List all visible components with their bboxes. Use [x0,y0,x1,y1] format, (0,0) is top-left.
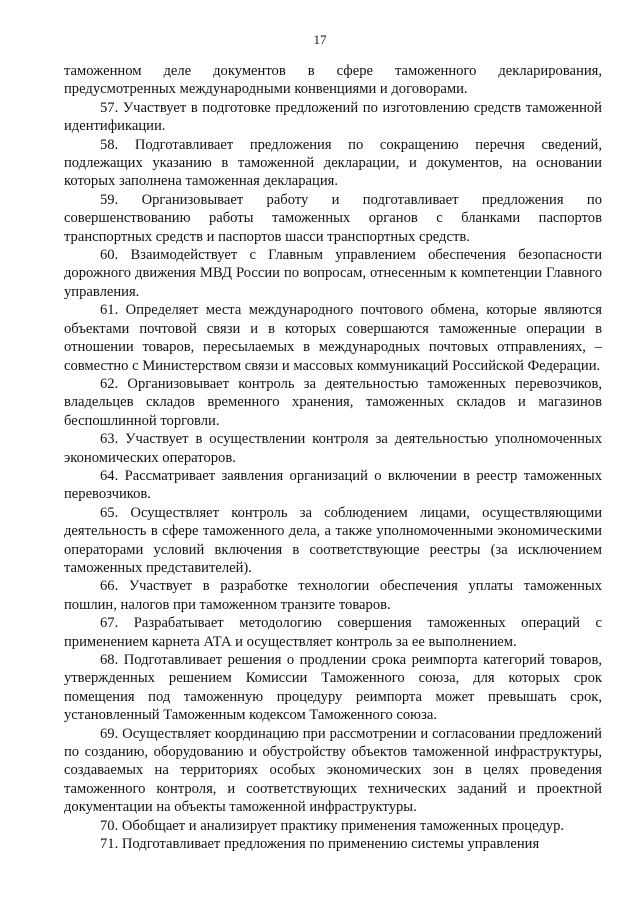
paragraph-64: 64. Рассматривает заявления организаций о включении в реестр таможенных перевозчиков. [64,467,602,503]
paragraph-62: 62. Организовывает контроль за деятельностью таможенных перевозчиков, владельцев складов временного хранения, таможенных складов и магазинов беспошлинной торговли. [64,375,602,429]
paragraph-58: 58. Подготавливает предложения по сокращению перечня сведений, подлежащих указанию в таможенной декларации, и документов, на основании которых заполнена таможенная декларация. [64,136,602,190]
paragraph-66: 66. Участвует в разработке технологии обеспечения уплаты таможенных пошлин, налогов при таможенном транзите товаров. [64,578,602,613]
paragraph-70: 70. Обобщает и анализирует практику применения таможенных процедур. [100,817,565,834]
paragraph-71: 71. Подготавливает предложения по применению системы управления [100,836,540,853]
paragraph-67: 67. Разрабатывает методологию совершения таможенных операций с применением карнета АТА и осуществляет контроль за ее выполнением. [64,615,602,650]
paragraph-continuation: таможенном деле документов в сфере таможенного декларирования, предусмотренных международными конвенциями и договорами. [64,63,602,98]
paragraph-60: 60. Взаимодействует с Главным управлением обеспечения безопасности дорожного движения МВД России по вопросам, отнесенным к компетенции Главного управления. [64,247,602,300]
paragraph-63: 63. Участвует в осуществлении контроля за деятельностью уполномоченных экономических операторов. [64,431,602,466]
paragraph-69: 69. Осуществляет координацию при рассмотрении и согласовании предложений по созданию, оборудованию и обустройству объектов таможенной инфраструктуры, создаваемых на территориях особых экономических зон в целях проведения таможенного контроля, и соответствующих технических заданий и проектной документации на объекты таможенной инфраструктуры. [64,725,602,816]
paragraph-65: 65. Осуществляет контроль за соблюдением лицами, осуществляющими деятельность в сфере таможенного дела, а также уполномоченными экономическими операторами условий включения в соответствующие реестры (за исключением таможенных представителей). [64,504,602,576]
paragraph-57: 57. Участвует в подготовке предложений по изготовлению средств таможенной идентификации. [64,99,602,135]
paragraph-68: 68. Подготавливает решения о продлении срока реимпорта категорий товаров, утвержденных решением Комиссии Таможенного союза, для которых срок помещения под таможенную процедуру реимпорта может превышать срок, установленный Таможенным кодексом Таможенного союза. [64,652,602,724]
page-number: 17 [313,32,327,47]
document-body [64,62,602,853]
paragraph-61: 61. Определяет места международного почтового обмена, которые являются объектами почтовой связи и в которых совершаются таможенные операции в отношении товаров, пересылаемых в международных почтовых отправлениях, – совместно с Министерством связи и массовых коммуникаций Российской Федерации. [64,302,602,374]
paragraph-59: 59. Организовывает работу и подготавливает предложения по совершенствованию работы таможенных органов с бланками паспортов транспортных средств и паспортов шасси транспортных средств. [64,191,602,245]
